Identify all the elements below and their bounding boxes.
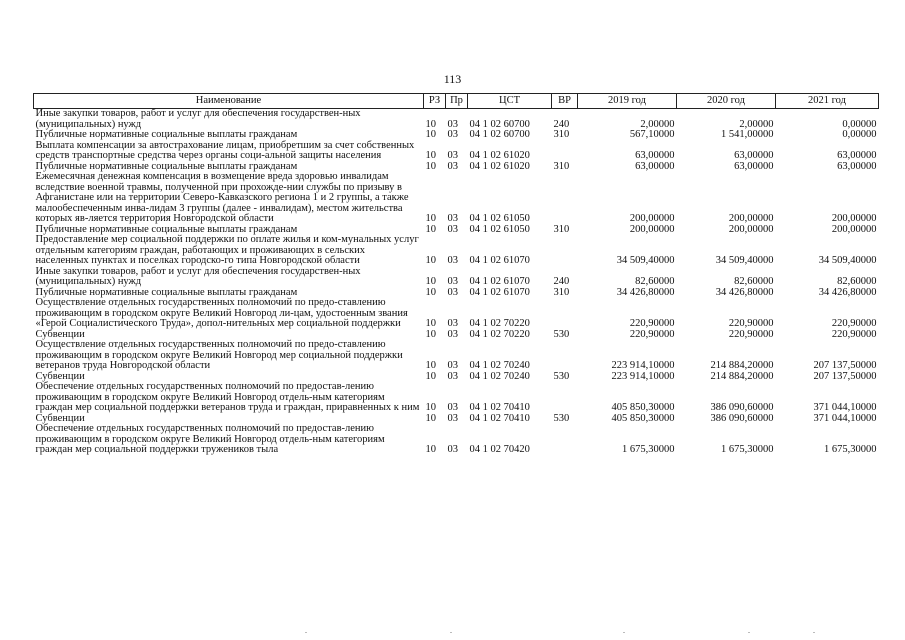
row-rz: 10 bbox=[425, 213, 436, 224]
header-rz: РЗ bbox=[424, 94, 446, 109]
row-2021: 207 137,50000 bbox=[813, 370, 877, 382]
row-pr: 03 bbox=[447, 150, 458, 161]
row-2021: 200,00000 bbox=[831, 213, 877, 224]
row-2019: 405 850,30000 bbox=[611, 402, 675, 413]
row-name: Субвенции bbox=[35, 328, 85, 340]
row-2020: 34 509,40000 bbox=[715, 255, 774, 266]
row-rz: 10 bbox=[425, 118, 436, 130]
row-pr: 03 bbox=[447, 328, 458, 340]
header-2021: 2021 год bbox=[776, 94, 879, 109]
row-cst: 04 1 02 61070 bbox=[469, 276, 530, 287]
row-pr: 03 bbox=[447, 444, 458, 455]
row-2021: 82,60000 bbox=[837, 276, 877, 287]
row-vr bbox=[552, 141, 578, 162]
row-name: Обеспечение отдельных государственных полномочий по предостав-лению проживающим в городском округе Великий Новгород отдель-ным категориям граждан мер социальной поддержки ветеранов труда и граждан, приравненных к ним bbox=[35, 381, 420, 413]
row-2020: 34 426,80000 bbox=[715, 286, 774, 298]
row-2020: 1 675,30000 bbox=[721, 444, 774, 455]
row-name: Субвенции bbox=[35, 370, 85, 382]
row-cst: 04 1 02 70410 bbox=[469, 412, 530, 424]
row-pr: 03 bbox=[447, 160, 458, 172]
row-2020: 63,00000 bbox=[734, 160, 774, 172]
row-2019: 567,10000 bbox=[629, 129, 675, 140]
row-2019: 34 509,40000 bbox=[616, 255, 675, 266]
row-2019: 200,00000 bbox=[629, 223, 675, 235]
header-pr: Пр bbox=[446, 94, 468, 109]
row-rz: 10 bbox=[425, 276, 436, 287]
row-2020: 1 541,00000 bbox=[721, 129, 774, 140]
row-2019: 220,90000 bbox=[629, 318, 675, 329]
row-2019: 220,90000 bbox=[629, 328, 675, 340]
table-row bbox=[34, 382, 879, 414]
row-2020: 386 090,60000 bbox=[710, 412, 774, 424]
header-cst: ЦСТ bbox=[468, 94, 552, 109]
row-vr: 530 bbox=[553, 370, 570, 382]
row-2021: 63,00000 bbox=[837, 160, 877, 172]
budget-table bbox=[33, 93, 879, 456]
row-2020: 200,00000 bbox=[728, 223, 774, 235]
table-row bbox=[34, 235, 879, 267]
row-2020: 220,90000 bbox=[728, 318, 774, 329]
row-pr: 03 bbox=[447, 412, 458, 424]
row-2020: 220,90000 bbox=[728, 328, 774, 340]
row-2020: 82,60000 bbox=[734, 276, 774, 287]
row-cst: 04 1 02 61070 bbox=[469, 286, 530, 298]
row-name: Осуществление отдельных государственных полномочий по предо-ставлению проживающим в городском округе Великий Новгород мер социальной поддержки ветеранов труда Новгородской области bbox=[35, 339, 403, 371]
row-2021: 371 044,10000 bbox=[813, 412, 877, 424]
row-vr: 310 bbox=[553, 160, 570, 172]
row-cst: 04 1 02 61020 bbox=[469, 160, 530, 172]
row-cst: 04 1 02 61050 bbox=[469, 223, 530, 235]
row-vr bbox=[552, 298, 578, 330]
row-2020: 200,00000 bbox=[728, 213, 774, 224]
header-2020: 2020 год bbox=[677, 94, 776, 109]
table-row bbox=[34, 109, 879, 131]
header-name: Наименование bbox=[34, 94, 424, 109]
row-name: Публичные нормативные социальные выплаты гражданам bbox=[35, 160, 298, 172]
row-pr: 03 bbox=[447, 223, 458, 235]
row-pr: 03 bbox=[447, 286, 458, 298]
row-rz: 10 bbox=[425, 223, 436, 235]
row-pr: 03 bbox=[447, 276, 458, 287]
row-pr: 03 bbox=[447, 318, 458, 329]
row-name: Субвенции bbox=[35, 412, 85, 424]
row-rz: 10 bbox=[425, 402, 436, 413]
row-2021: 220,90000 bbox=[831, 318, 877, 329]
row-name: Иные закупки товаров, работ и услуг для обеспечения государствен-ных (муниципальных) нужд bbox=[35, 265, 361, 287]
row-2020: 214 884,20000 bbox=[710, 370, 774, 382]
row-cst: 04 1 02 70220 bbox=[469, 328, 530, 340]
row-vr: 530 bbox=[553, 412, 570, 424]
table-row bbox=[34, 424, 879, 456]
row-pr: 03 bbox=[447, 370, 458, 382]
row-rz: 10 bbox=[425, 370, 436, 382]
table-row bbox=[34, 141, 879, 162]
row-rz: 10 bbox=[425, 255, 436, 266]
row-2021: 0,00000 bbox=[842, 118, 877, 130]
row-pr: 03 bbox=[447, 402, 458, 413]
table-row bbox=[34, 340, 879, 372]
row-rz: 10 bbox=[425, 150, 436, 161]
row-rz: 10 bbox=[425, 129, 436, 140]
row-2020: 63,00000 bbox=[734, 150, 774, 161]
row-cst: 04 1 02 70410 bbox=[469, 402, 530, 413]
row-name: Ежемесячная денежная компенсация в возмещение вреда здоровью инвалидам вследствие военной травмы, полученной при прохожде-нии службы по призыву в Афганистане или на территории Северо-Кавказского региона 1 и 2 группы, а также малообеспеченным инва-лидам 3 группы (далее - инвалидам), местом жительства которых яв-ляется территория Новгородской области bbox=[35, 171, 409, 224]
header-vr: ВР bbox=[552, 94, 578, 109]
row-cst: 04 1 02 70420 bbox=[469, 444, 530, 455]
row-vr bbox=[552, 235, 578, 267]
row-name: Публичные нормативные социальные выплаты гражданам bbox=[35, 223, 298, 235]
row-vr bbox=[552, 172, 578, 225]
row-cst: 04 1 02 70220 bbox=[469, 318, 530, 329]
row-pr: 03 bbox=[447, 118, 458, 130]
row-vr: 240 bbox=[553, 118, 570, 130]
row-vr bbox=[552, 382, 578, 414]
table-row bbox=[34, 298, 879, 330]
row-name: Публичные нормативные социальные выплаты гражданам bbox=[35, 286, 298, 298]
table-row bbox=[34, 172, 879, 225]
row-2019: 405 850,30000 bbox=[611, 412, 675, 424]
row-2021: 1 675,30000 bbox=[824, 444, 877, 455]
row-2019: 2,00000 bbox=[640, 118, 675, 130]
row-2019: 82,60000 bbox=[635, 276, 675, 287]
row-vr: 310 bbox=[553, 286, 570, 298]
row-name: Публичные нормативные социальные выплаты гражданам bbox=[35, 129, 298, 140]
row-rz: 10 bbox=[425, 286, 436, 298]
row-cst: 04 1 02 60700 bbox=[469, 129, 530, 140]
row-vr: 310 bbox=[553, 129, 570, 140]
row-cst: 04 1 02 70240 bbox=[469, 370, 530, 382]
row-name: Выплата компенсации за автострахование лицам, приобретшим за счет собственных средств транспортные средства через органы соци-альной защиты населения bbox=[35, 139, 415, 161]
row-rz: 10 bbox=[425, 160, 436, 172]
row-vr bbox=[552, 424, 578, 456]
row-2020: 386 090,60000 bbox=[710, 402, 774, 413]
row-2019: 34 426,80000 bbox=[616, 286, 675, 298]
header-2019: 2019 год bbox=[578, 94, 677, 109]
table-row bbox=[34, 130, 879, 141]
row-2021: 371 044,10000 bbox=[813, 402, 877, 413]
row-vr bbox=[552, 340, 578, 372]
row-name: Иные закупки товаров, работ и услуг для обеспечения государствен-ных (муниципальных) нужд bbox=[35, 108, 361, 130]
row-2021: 34 509,40000 bbox=[818, 255, 877, 266]
row-pr: 03 bbox=[447, 255, 458, 266]
row-name: Предоставление мер социальной поддержки по оплате жилья и ком-мунальных услуг отдельным категориям граждан, работающих и проживающих в сельских населенных пунктах и поселках городско-го типа Новгородской области bbox=[35, 234, 419, 266]
table-row bbox=[34, 267, 879, 288]
row-vr: 530 bbox=[553, 328, 570, 340]
row-2019: 63,00000 bbox=[635, 150, 675, 161]
row-rz: 10 bbox=[425, 412, 436, 424]
row-name: Обеспечение отдельных государственных полномочий по предостав-лению проживающим в городском округе Великий Новгород отдель-ным категориям граждан мер социальной поддержки тружеников тыла bbox=[35, 423, 385, 455]
row-2020: 214 884,20000 bbox=[710, 360, 774, 371]
row-2019: 1 675,30000 bbox=[622, 444, 675, 455]
row-cst: 04 1 02 60700 bbox=[469, 118, 530, 130]
row-2019: 63,00000 bbox=[635, 160, 675, 172]
row-2021: 0,00000 bbox=[842, 129, 877, 140]
table-header-row bbox=[34, 94, 879, 109]
row-rz: 10 bbox=[425, 328, 436, 340]
row-2019: 200,00000 bbox=[629, 213, 675, 224]
row-2021: 34 426,80000 bbox=[818, 286, 877, 298]
row-cst: 04 1 02 61020 bbox=[469, 150, 530, 161]
row-rz: 10 bbox=[425, 360, 436, 371]
row-rz: 10 bbox=[425, 444, 436, 455]
row-name: Осуществление отдельных государственных полномочий по предо-ставлению проживающим в городском округе Великий Новгород ли-цам, удостоенным звания «Герой Социалистического Труда», допол-нительных мер социальной поддержки bbox=[35, 297, 408, 329]
row-2021: 207 137,50000 bbox=[813, 360, 877, 371]
row-vr: 240 bbox=[553, 276, 570, 287]
row-pr: 03 bbox=[447, 360, 458, 371]
row-rz: 10 bbox=[425, 318, 436, 329]
row-2021: 63,00000 bbox=[837, 150, 877, 161]
row-2019: 223 914,10000 bbox=[611, 360, 675, 371]
row-2021: 200,00000 bbox=[831, 223, 877, 235]
page-number: 113 bbox=[443, 72, 462, 86]
row-cst: 04 1 02 61070 bbox=[469, 255, 530, 266]
row-pr: 03 bbox=[447, 129, 458, 140]
row-cst: 04 1 02 70240 bbox=[469, 360, 530, 371]
scan-artifacts bbox=[0, 632, 905, 638]
row-vr: 310 bbox=[553, 223, 570, 235]
row-2020: 2,00000 bbox=[739, 118, 774, 130]
row-pr: 03 bbox=[447, 213, 458, 224]
row-cst: 04 1 02 61050 bbox=[469, 213, 530, 224]
row-2021: 220,90000 bbox=[831, 328, 877, 340]
row-2019: 223 914,10000 bbox=[611, 370, 675, 382]
